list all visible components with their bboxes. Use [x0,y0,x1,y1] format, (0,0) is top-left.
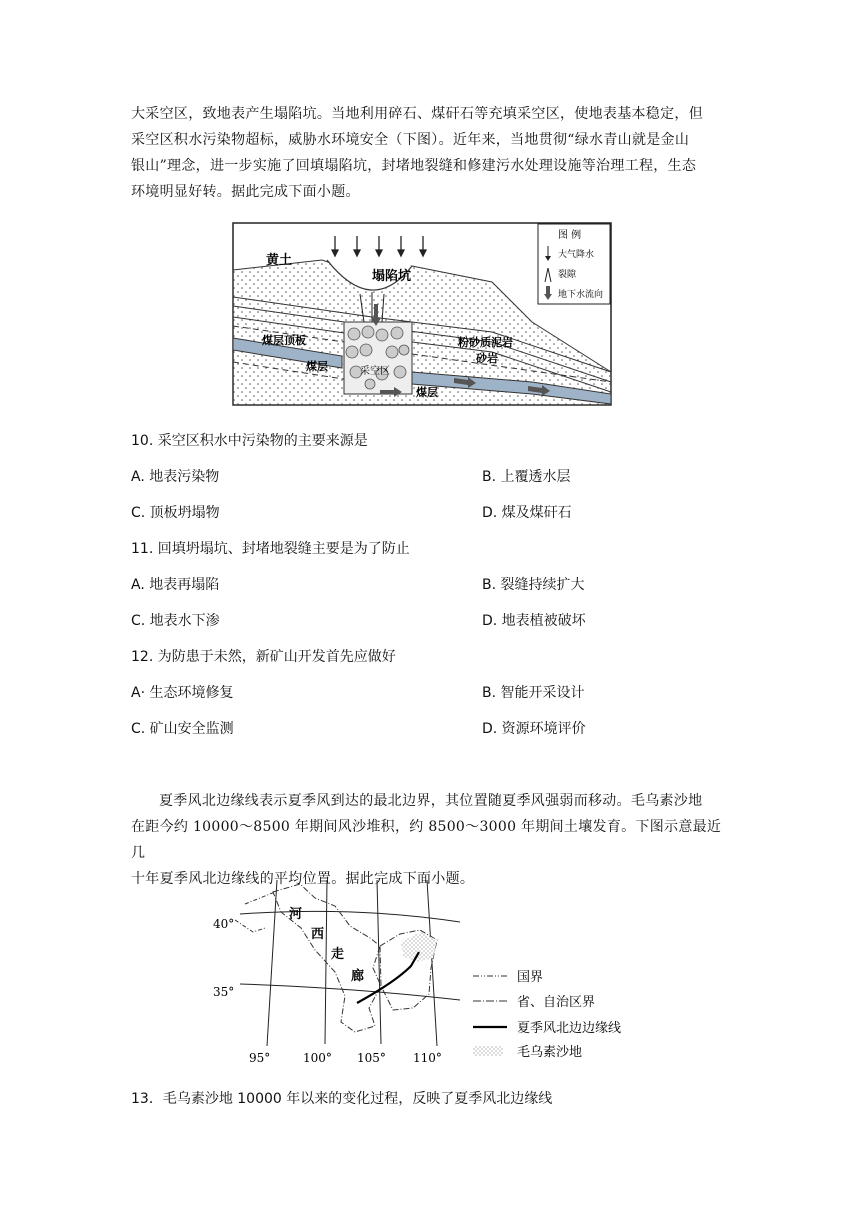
lon-95-label: 95° [249,1051,271,1065]
legend-desert-label: 毛乌素沙地 [517,1045,583,1060]
legend-fracture-label: 裂隙 [558,270,577,280]
lon-100-label: 100° [303,1051,332,1065]
label-sandstone: 砂岩 [476,352,498,365]
question-11-stem: 11. 回填坍塌坑、封堵地裂缝主要是为了防止 [131,541,410,557]
question-12-option-d: D. 资源环境评价 [482,721,586,737]
label-coal-seam-right: 煤层 [416,386,438,399]
passage-2-line: 在距今约 10000～8500 年期间风沙堆积，约 8500～3000 年期间土壤发育。下图示意最近几 [131,819,722,861]
label-coal-roof: 煤层顶板 [262,334,306,347]
map-char-he: 河 [289,907,303,922]
figure-monsoon-map [205,876,655,1070]
question-11-option-a: A. 地表再塌陷 [131,577,220,593]
legend-provincial-label: 省、自治区界 [517,995,596,1010]
legend-national-label: 国界 [517,970,544,985]
passage-1 [131,101,731,205]
question-12-option-a: A· 生态环境修复 [131,685,234,701]
question-12-option-b: B. 智能开采设计 [482,685,585,701]
passage-1-line: 银山”理念，进一步实施了回填塌陷坑，封堵地裂缝和修建污水处理设施等治理工程，生态 [131,158,697,174]
passage-2-line: 十年夏季风北边缘线的平均位置。据此完成下面小题。 [131,871,475,887]
lat-35-label: 35° [213,985,235,999]
legend-groundwater-label: 地下水流向 [558,290,604,300]
question-11-option-d: D. 地表植被破坏 [482,613,586,629]
legend-title: 图 例 [558,230,582,241]
question-11-option-b: B. 裂缝持续扩大 [482,577,585,593]
monsoon-boundary-line [357,952,419,1003]
legend-monsoon-label: 夏季风北边边缘线 [517,1021,622,1036]
question-10-option-b: B. 上覆透水层 [482,469,571,485]
legend-desert-icon [473,1046,503,1056]
map-char-lang: 廊 [351,969,365,984]
cross-section-diagram [232,222,612,406]
lat-40-label: 40° [213,917,235,931]
question-10-stem: 10. 采空区积水中污染物的主要来源是 [131,433,368,449]
question-10-option-d: D. 煤及煤矸石 [482,505,572,521]
passage-2-line: 夏季风北边缘线表示夏季风到达的最北边界，其位置随夏季风强弱而移动。毛乌素沙地 [159,793,703,809]
passage-1-line: 环境明显好转。据此完成下面小题。 [131,184,360,200]
question-12-stem: 12. 为防患于未然，新矿山开发首先应做好 [131,649,396,665]
label-siltstone: 粉砂质泥岩 [458,336,513,349]
label-goaf: 采空区 [360,366,390,377]
question-13-stem: 13．毛乌素沙地 10000 年以来的变化过程，反映了夏季风北边缘线 [131,1091,553,1107]
question-10-option-a: A. 地表污染物 [131,469,220,485]
passage-1-line: 大采空区，致地表产生塌陷坑。当地利用碎石、煤矸石等充填采空区，使地表基本稳定，但 [131,106,703,122]
lon-105-label: 105° [357,1051,386,1065]
legend-precip-label: 大气降水 [558,250,595,260]
label-coal-seam-left: 煤层 [306,360,328,373]
monsoon-map [205,876,655,1070]
map-char-zou: 走 [331,947,345,962]
question-12-option-c: C. 矿山安全监测 [131,721,234,737]
lon-110-label: 110° [413,1051,442,1065]
label-collapse-pit: 塌陷坑 [372,269,412,284]
passage-1-line: 采空区积水污染物超标，威胁水环境安全（下图）。近年来，当地贯彻“绿水青山就是金山 [131,132,690,148]
map-char-xi: 西 [311,927,325,942]
question-11-option-c: C. 地表水下渗 [131,613,220,629]
label-loess: 黄土 [266,253,293,268]
figure-mine-cross-section [232,222,612,406]
question-10-option-c: C. 顶板坍塌物 [131,505,220,521]
